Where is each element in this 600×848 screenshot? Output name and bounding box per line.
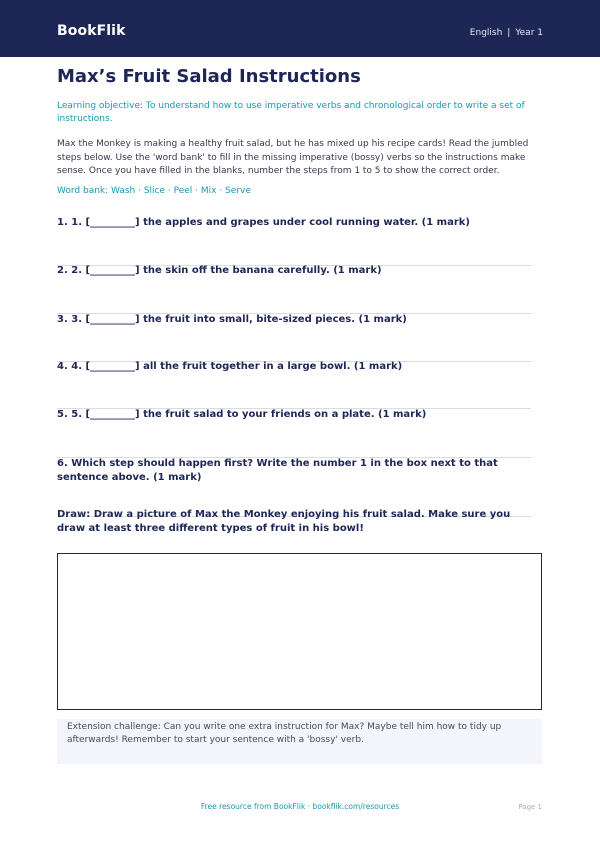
year-label: Year 1 xyxy=(515,28,543,38)
page-number: Page 1 xyxy=(518,803,542,811)
footer-credit: Free resource from BookFlik · bookflik.com/resources xyxy=(200,802,400,811)
question-6: 6. Which step should happen first? Write the number 1 in the box next to that sentence above. (1 mark) xyxy=(57,458,498,483)
intro-paragraph: Max the Monkey is making a healthy fruit salad, but he has mixed up his recipe cards! Read the jumbled steps below. Use the 'word bank' to fill in the missing imperative (bossy) verbs so the instructions make sense. Once you have filled in the blanks, number the steps from 1 to 5 to show the correct order. xyxy=(57,139,529,176)
draw-prompt: Draw: Draw a picture of Max the Monkey enjoying his fruit salad. Make sure you draw at least three different types of fruit in his bowl! xyxy=(57,509,511,534)
header-separator: | xyxy=(507,28,511,38)
page-header xyxy=(0,0,600,57)
header-meta xyxy=(470,28,543,38)
question-5: 5. 5. [_________] the fruit salad to your friends on a plate. (1 mark) xyxy=(57,409,427,420)
question-1: 1. 1. [_________] the apples and grapes under cool running water. (1 mark) xyxy=(57,217,470,228)
subject-label: English xyxy=(469,28,503,38)
question-3: 3. 3. [_________] the fruit into small, bite-sized pieces. (1 mark) xyxy=(57,314,407,325)
learning-objective: Learning objective: To understand how to use imperative verbs and chronological order to write a set of instructions. xyxy=(57,101,525,124)
word-bank: Word bank: Wash · Slice · Peel · Mix · Serve xyxy=(57,186,251,196)
question-4: 4. 4. [_________] all the fruit together in a large bowl. (1 mark) xyxy=(57,361,403,372)
extension-challenge: Extension challenge: Can you write one extra instruction for Max? Maybe tell him how to tidy up afterwards! Remember to start your sentence with a 'bossy' verb. xyxy=(57,719,542,764)
drawing-box[interactable] xyxy=(57,553,542,710)
question-2: 2. 2. [_________] the skin off the banana carefully. (1 mark) xyxy=(57,265,382,276)
worksheet-title: Max’s Fruit Salad Instructions xyxy=(57,66,361,87)
brand-logo-text: BookFlik xyxy=(57,23,126,39)
